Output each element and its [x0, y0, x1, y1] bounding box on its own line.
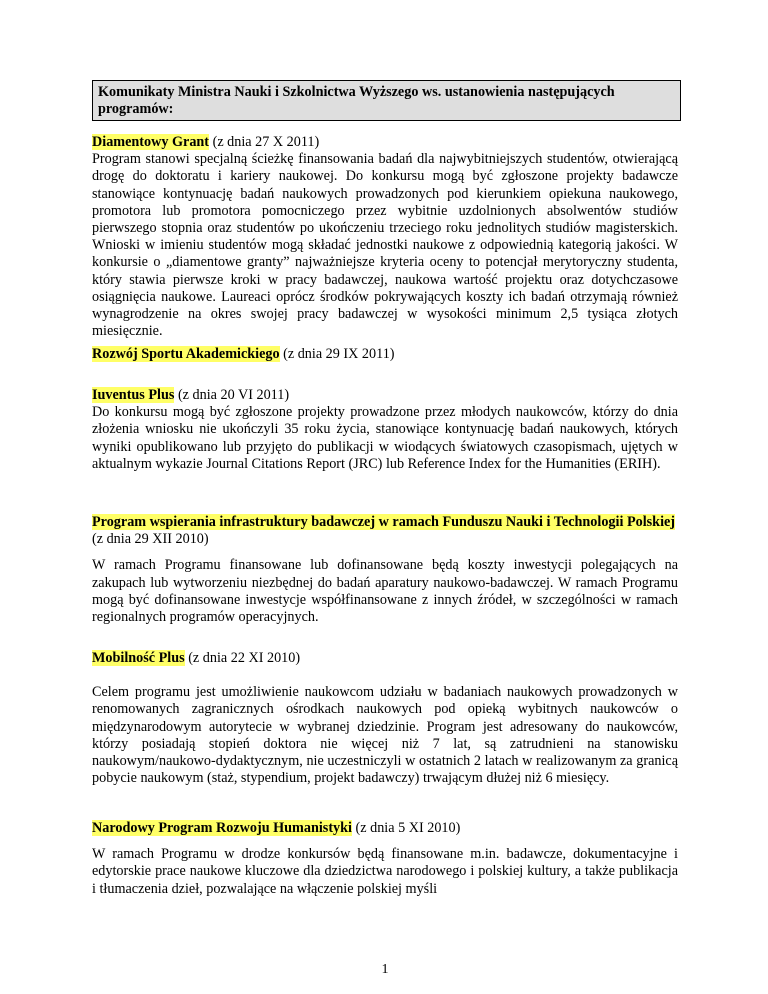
section-date: (z dnia 29 IX 2011): [279, 346, 395, 362]
section-date: (z dnia 5 XI 2010): [351, 820, 461, 836]
section-body: W ramach Programu w drodze konkursów będą finansowane m.in. badawcze, dokumentacyjne i edytorskie prace naukowe kluczowe dla dziedzictwa narodowego i polskiej kultury, a także publikacja i tłumaczenia dzieł, pozwalające na włączenie polskiej myśli: [92, 846, 678, 897]
page-number: 1: [381, 962, 389, 977]
section-title: Mobilność Plus: [92, 650, 185, 666]
section-body: W ramach Programu finansowane lub dofinansowane będą koszty inwestycji polegających na zakupach lub wytworzeniu niezbędnej do badań aparatury naukowo-badawczej. W ramach Programu mogą być dofinansowane inwestycje współfinansowane z innych źródeł, w szczególności w ramach regionalnych programów operacyjnych.: [92, 557, 678, 626]
section-body: Program stanowi specjalną ścieżkę finansowania badań dla najwybitniejszych studentów, otwierającą drogę do doktoratu i kariery naukowej. Do konkursu mogą być zgłoszone projekty badawcze stanowiące kontynuację badań naukowych prowadzonych pod kierunkiem opiekuna naukowego, promotora lub promotora pomocniczego przez wybitnie uzdolnionych absolwentów studiów pierwszego stopnia oraz studentów po ukończeniu trzeciego roku jednolitych studiów magisterskich. Wnioski w imieniu studentów mogą składać jednostki naukowe z odpowiednią kategorią jakości. W konkursie o „diamentowe granty” najważniejsze kryteria oceny to potencjał merytoryczny studenta, który stawia pierwsze kroki w pracy badawczej, naukowa wartość projektu oraz dotychczasowe osiągnięcia naukowe. Laureaci oprócz środków pokrywających koszty ich badań otrzymają również wynagrodzenie na okres swojej pracy badawczej w wysokości minimum 2,5 tysiąca złotych miesięcznie.: [92, 151, 678, 340]
section-title: Narodowy Program Rozwoju Humanistyki: [92, 820, 352, 836]
section-mobilnosc-plus: [92, 650, 678, 787]
section-title-line: [92, 514, 678, 548]
section-diamentowy-grant: [92, 134, 678, 340]
section-title-line: [92, 820, 678, 837]
section-body: Celem programu jest umożliwienie naukowcom udziału w badaniach naukowych prowadzonych w renomowanych zagranicznych ośrodkach naukowych pod opieką wybitnych naukowców o międzynarodowym autorytecie w wybranej dziedzinie. Program jest adresowany do naukowców, którzy posiadają stopień doktora nie więcej niż 7 lat, są zatrudnieni na stanowisku naukowym/naukowo-dydaktycznym, nie uczestniczyli w ostatnich 2 latach w realizowanym za granicą pobycie naukowym (staż, stypendium, projekt badawczy) trwającym dłużej niż 6 miesięcy.: [92, 684, 678, 787]
section-title: Diamentowy Grant: [92, 134, 210, 150]
section-title-line: [92, 387, 678, 404]
section-title-line: [92, 346, 678, 363]
section-date: (z dnia 20 VI 2011): [174, 387, 290, 403]
section-date: (z dnia 22 XI 2010): [184, 650, 301, 666]
section-title: Program wspierania infrastruktury badawczej w ramach Funduszu Nauki i Technologii Polskiej: [92, 514, 676, 530]
section-title-line: [92, 650, 678, 667]
section-title-line: [92, 134, 678, 151]
section-title: Rozwój Sportu Akademickiego: [92, 346, 280, 362]
section-narodowy-program: [92, 820, 678, 898]
section-rozwoj-sportu: [92, 346, 678, 363]
header-box: Komunikaty Ministra Nauki i Szkolnictwa Wyższego ws. ustanowienia następujących programów:: [92, 80, 681, 121]
section-iuventus-plus: [92, 387, 678, 473]
section-body: Do konkursu mogą być zgłoszone projekty prowadzone przez młodych naukowców, którzy do dnia złożenia wniosku nie ukończyli 35 roku życia, stanowiące kontynuację badań naukowych, których wyniki opublikowano lub przyjęto do publikacji w wiodących światowych czasopismach, ujętych w aktualnym wykazie Journal Citations Report (JRC) lub Reference Index for the Humanities (ERIH).: [92, 404, 678, 472]
section-infrastruktura: [92, 514, 678, 626]
section-date: (z dnia 27 X 2011): [209, 134, 320, 150]
section-date: (z dnia 29 XII 2010): [92, 531, 209, 548]
section-title: Iuventus Plus: [92, 387, 175, 403]
